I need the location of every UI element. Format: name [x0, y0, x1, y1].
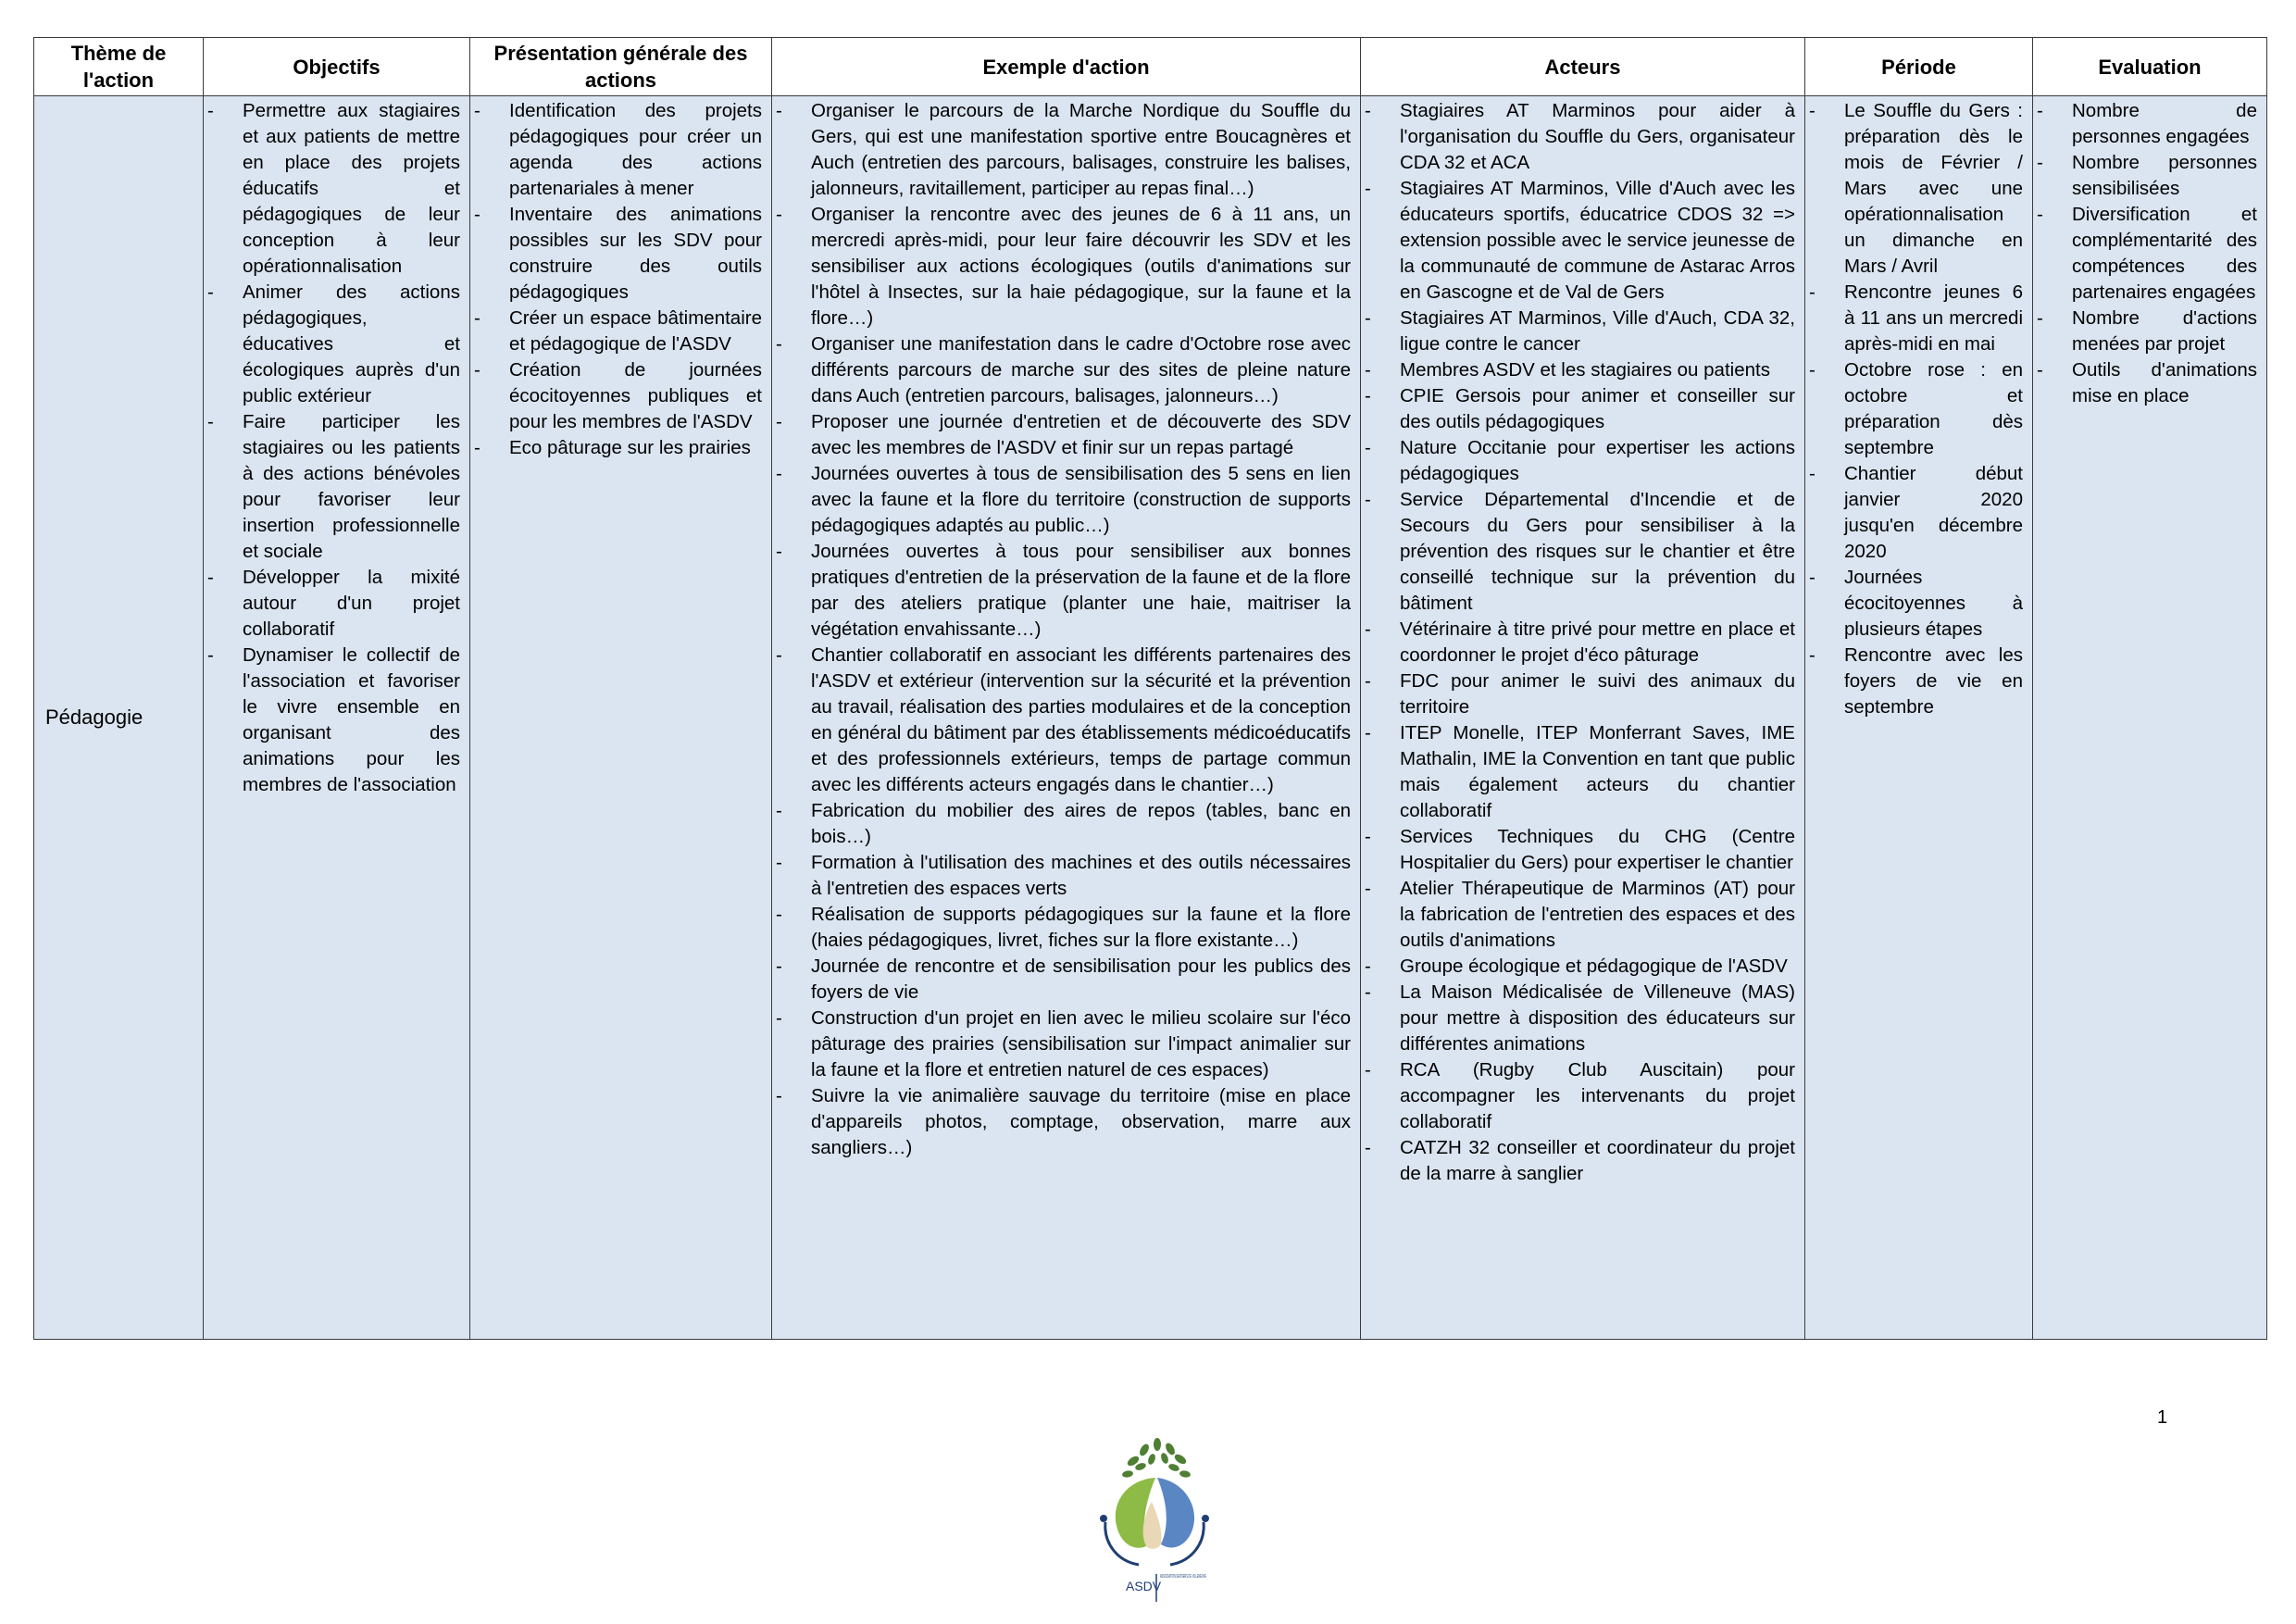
presentation-item: - Identification des projets pédagogiques pour créer un agenda des actions partenariales à mener [474, 98, 762, 202]
presentation-item: - Eco pâturage sur les prairies [474, 435, 762, 461]
acteur-item: - Atelier Thérapeutique de Marminos (AT) pour la fabrication de l'entretien des espaces et des outils d'animations [1365, 876, 1795, 954]
header-theme: Thème de l'action [34, 38, 204, 96]
action-plan-table [33, 37, 2267, 1340]
objectif-item: - Dynamiser le collectif de l'association et favoriser le vivre ensemble en organisant des animations pour les membres de l'association [207, 643, 460, 798]
header-objectifs: Objectifs [204, 38, 470, 96]
acteur-item: - Vétérinaire à titre privé pour mettre en place et coordonner le projet d'éco pâturage [1365, 617, 1795, 668]
exemple-item: - Construction d'un projet en lien avec le milieu scolaire sur l'éco pâturage des prairies (sensibilisation sur l'impact animalier sur la faune et la flore et entretien naturel de ces espaces) [776, 1006, 1351, 1083]
acteur-item: - ITEP Monelle, ITEP Monferrant Saves, IME Mathalin, IME la Convention en tant que public mais également acteurs du chantier collaboratif [1365, 720, 1795, 824]
exemple-item: - Journées ouvertes à tous de sensibilisation des 5 sens en lien avec la faune et la flore du territoire (construction de supports pédagogiques adaptés au public…) [776, 461, 1351, 539]
exemple-item: - Organiser une manifestation dans le cadre d'Octobre rose avec différents parcours de marche sur des sites de pleine nature dans Auch (entretien parcours, balisages, jalonneurs…) [776, 331, 1351, 409]
acteur-item: - FDC pour animer le suivi des animaux du territoire [1365, 668, 1795, 720]
header-presentation: Présentation générale des actions [470, 38, 772, 96]
header-evaluation: Evaluation [2033, 38, 2267, 96]
acteur-item: - Stagiaires AT Marminos, Ville d'Auch avec les éducateurs sportifs, éducatrice CDOS 32 => extension possible avec le service jeunesse de la communauté de commune de Astarac Arros en Gascogne et de Val de Gers [1365, 176, 1795, 306]
acteur-item: - RCA (Rugby Club Auscitain) pour accompagner les intervenants du projet collaboratif [1365, 1057, 1795, 1135]
acteurs-cell [1361, 96, 1805, 1340]
page-number: 1 [2157, 1407, 2168, 1428]
periode-item: - Journées écocitoyennes à plusieurs étapes [1809, 565, 2023, 643]
evaluation-item: - Nombre d'actions menées par projet [2037, 306, 2257, 357]
objectif-item: - Animer des actions pédagogiques, éducatives et écologiques auprès d'un public extérieur [207, 280, 460, 409]
exemple-item: - Fabrication du mobilier des aires de repos (tables, banc en bois…) [776, 798, 1351, 850]
exemples-cell [772, 96, 1361, 1340]
acteur-item: - CATZH 32 conseiller et coordinateur du projet de la marre à sanglier [1365, 1135, 1795, 1187]
header-row [34, 38, 2267, 96]
evaluation-cell [2033, 96, 2267, 1340]
logo-acronym: ASDV [1126, 1579, 1162, 1593]
asdv-tree-logo-icon [1085, 1433, 1224, 1605]
presentation-item: - Inventaire des animations possibles sur les SDV pour construire des outils pédagogiques [474, 202, 762, 306]
exemple-item: - Proposer une journée d'entretien et de découverte des SDV avec les membres de l'ASDV et finir sur un repas partagé [776, 409, 1351, 461]
periode-item: - Chantier début janvier 2020 jusqu'en décembre 2020 [1809, 461, 2023, 565]
acteur-item: - Membres ASDV et les stagiaires ou patients [1365, 357, 1795, 383]
presentation-item: - Création de journées écocitoyennes publiques et pour les membres de l'ASDV [474, 357, 762, 435]
periode-item: - Rencontre jeunes 6 à 11 ans un mercredi après-midi en mai [1809, 280, 2023, 357]
exemple-item: - Formation à l'utilisation des machines et des outils nécessaires à l'entretien des espaces verts [776, 850, 1351, 902]
evaluation-item: - Nombre de personnes engagées [2037, 98, 2257, 150]
acteur-item: - Groupe écologique et pédagogique de l'ASDV [1365, 954, 1795, 980]
objectif-item: - Permettre aux stagiaires et aux patients de mettre en place des projets éducatifs et pédagogiques de leur conception à leur opérationnalisation [207, 98, 460, 280]
acteur-item: - Services Techniques du CHG (Centre Hospitalier du Gers) pour expertiser le chantier [1365, 824, 1795, 876]
tree-foliage [1121, 1438, 1191, 1478]
table-row [34, 96, 2267, 1340]
evaluation-item: - Nombre personnes sensibilisées [2037, 150, 2257, 202]
presentation-item: - Créer un espace bâtimentaire et pédagogique de l'ASDV [474, 306, 762, 357]
exemple-item: - Organiser la rencontre avec des jeunes de 6 à 11 ans, un mercredi après-midi, pour leur faire découvrir les SDV et les sensibiliser aux actions écologiques (outils d'animations sur l'hôtel à Insectes, sur la haie pédagogique, sur la faune et la flore…) [776, 202, 1351, 331]
presentation-cell [470, 96, 772, 1340]
objectif-item: - Développer la mixité autour d'un projet collaboratif [207, 565, 460, 643]
header-acteurs: Acteurs [1361, 38, 1805, 96]
periode-cell [1805, 96, 2033, 1340]
acteur-item: - La Maison Médicalisée de Villeneuve (MAS) pour mettre à disposition des éducateurs sur différentes animations [1365, 980, 1795, 1057]
exemple-item: - Journée de rencontre et de sensibilisation pour les publics des foyers de vie [776, 954, 1351, 1006]
periode-item: - Rencontre avec les foyers de vie en septembre [1809, 643, 2023, 720]
exemple-item: - Journées ouvertes à tous pour sensibiliser aux bonnes pratiques d'entretien de la préservation de la faune et de la flore par des ateliers pratique (planter une haie, maitriser la végétation envahissante…) [776, 539, 1351, 643]
evaluation-item: - Diversification et complémentarité des compétences des partenaires engagées [2037, 202, 2257, 306]
evaluation-item: - Outils d'animations mise en place [2037, 357, 2257, 409]
exemple-item: - Chantier collaboratif en associant les différents partenaires des l'ASDV et extérieur (intervention sur la sécurité et la prévention au travail, réalisation des parties modulaires et de la conception en général du bâtiment par des établissements médicoéducatifs et des professionnels extérieurs, temps de partage commun avec les différents acteurs engagés dans le chantier…) [776, 643, 1351, 798]
header-periode: Période [1805, 38, 2033, 96]
acteur-item: - Service Départemental d'Incendie et de Secours du Gers pour sensibiliser à la prévention des risques sur le chantier et être conseillé technique sur la prévention du bâtiment [1365, 487, 1795, 617]
periode-item: - Le Souffle du Gers : préparation dès le mois de Février / Mars avec une opérationnalisation un dimanche en Mars / Avril [1809, 98, 2023, 280]
acteur-item: - Stagiaires AT Marminos pour aider à l'organisation du Souffle du Gers, organisateur CDA 32 et ACA [1365, 98, 1795, 176]
blue-leaf-shape [1157, 1478, 1194, 1547]
header-exemple: Exemple d'action [772, 38, 1361, 96]
exemple-item: - Suivre la vie animalière sauvage du territoire (mise en place d'appareils photos, comptage, observation, marre aux sangliers…) [776, 1083, 1351, 1161]
acteur-item: - CPIE Gersois pour animer et conseiller sur des outils pédagogiques [1365, 383, 1795, 435]
objectif-item: - Faire participer les stagiaires ou les patients à des actions bénévoles pour favoriser leur insertion professionnelle et sociale [207, 409, 460, 565]
objectifs-cell [204, 96, 470, 1340]
exemple-item: - Organiser le parcours de la Marche Nordique du Souffle du Gers, qui est une manifestation sportive entre Boucagnères et Auch (entretien des parcours, balisages, construire les balises, jalonneurs, ravitaillement, participer au repas final…) [776, 98, 1351, 202]
periode-item: - Octobre rose : en octobre et préparation dès septembre [1809, 357, 2023, 461]
acteur-item: - Nature Occitanie pour expertiser les actions pédagogiques [1365, 435, 1795, 487]
acteur-item: - Stagiaires AT Marminos, Ville d'Auch, CDA 32, ligue contre le cancer [1365, 306, 1795, 357]
theme-cell: Pédagogie [34, 96, 204, 1340]
logo-fullname: ASSOCIATION SENTIERS DE VILLENEUVE [1160, 1574, 1207, 1580]
exemple-item: - Réalisation de supports pédagogiques sur la faune et la flore (haies pédagogiques, livret, fiches sur la flore existante…) [776, 902, 1351, 954]
